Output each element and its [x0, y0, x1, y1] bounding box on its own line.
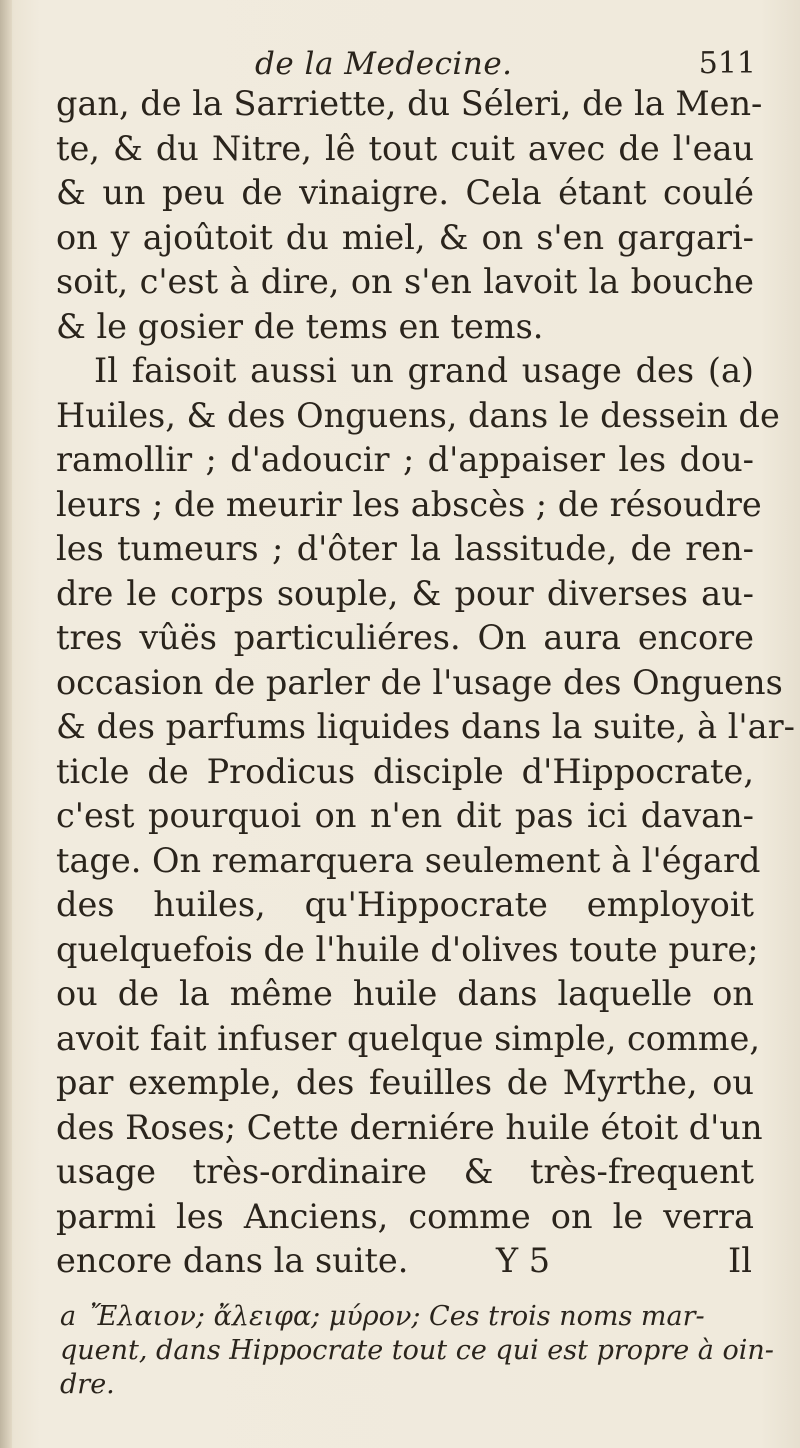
- text-line: soit, c'est à dire, on s'en lavoit la bouche: [56, 262, 754, 301]
- text-line: ou de la même huile dans laquelle on: [56, 974, 754, 1013]
- footnote-line: [60, 1300, 750, 1334]
- text-line-with-catchword: [56, 1239, 754, 1284]
- text-line: des huiles, qu'Hippocrate employoit: [56, 885, 754, 924]
- text-line: quelquefois de l'huile d'olives toute pure;: [56, 929, 759, 969]
- text-line: & un peu de vinaigre. Cela étant coulé: [56, 173, 754, 212]
- footnote-line: quent, dans Hippocrate tout ce qui est propre à oin-: [60, 1335, 774, 1366]
- signature-mark: Y 5: [496, 1241, 551, 1280]
- text-line: dre le corps souple, & pour diverses au-: [56, 573, 754, 613]
- body-text: [56, 82, 795, 1284]
- text-line: parmi les Anciens, comme on le verra: [56, 1196, 754, 1236]
- text-line: Huiles, & des Onguens, dans le dessein de: [56, 395, 780, 435]
- catchword: Il: [728, 1241, 752, 1280]
- text-line: occasion de parler de l'usage des Onguens: [56, 662, 783, 702]
- footnote-marker: a: [60, 1301, 77, 1332]
- text-line: les tumeurs ; d'ôter la lassitude, de ren-: [56, 529, 754, 568]
- text-line: par exemple, des feuilles de Myrthe, ou: [56, 1063, 754, 1102]
- text-line: avoit fait infuser quelque simple, comme,: [56, 1018, 760, 1058]
- footnote-text: Ἔλαιον; ἄλειφα; μύρον; Ces trois noms mar-: [90, 1301, 705, 1332]
- footnote: [60, 1300, 774, 1402]
- page-header: [60, 38, 760, 88]
- page-number: 511: [698, 46, 756, 81]
- text-line: & le gosier de tems en tems.: [56, 306, 544, 346]
- text-line: on y ajoûtoit du miel, & on s'en gargari-: [56, 217, 754, 257]
- text-line: ramollir ; d'adoucir ; d'appaiser les dou-: [56, 440, 754, 479]
- text-line: tage. On remarquera seulement à l'égard: [56, 840, 761, 880]
- text-line: & des parfums liquides dans la suite, à l'ar-: [56, 707, 795, 746]
- text-line: ticle de Prodicus disciple d'Hippocrate,: [56, 751, 754, 791]
- page-gutter: [0, 0, 12, 1448]
- text-line: des Roses; Cette derniére huile étoit d'un: [56, 1107, 763, 1147]
- footnote-line: dre.: [60, 1369, 115, 1400]
- text-line: tres vûës particuliéres. On aura encore: [56, 618, 754, 657]
- text-line: gan, de la Sarriette, du Séleri, de la Men-: [56, 84, 763, 123]
- text-line: encore dans la suite.: [56, 1241, 409, 1280]
- running-title: de la Medecine.: [255, 46, 513, 82]
- text-line: te, & du Nitre, lê tout cuit avec de l'eau: [56, 128, 754, 168]
- text-line: c'est pourquoi on n'en dit pas ici davan-: [56, 796, 754, 835]
- text-line: usage très-ordinaire & très-frequent: [56, 1152, 754, 1191]
- text-line: leurs ; de meurir les abscès ; de résoudre: [56, 484, 762, 524]
- text-line: Il faisoit aussi un grand usage des (a): [94, 351, 754, 390]
